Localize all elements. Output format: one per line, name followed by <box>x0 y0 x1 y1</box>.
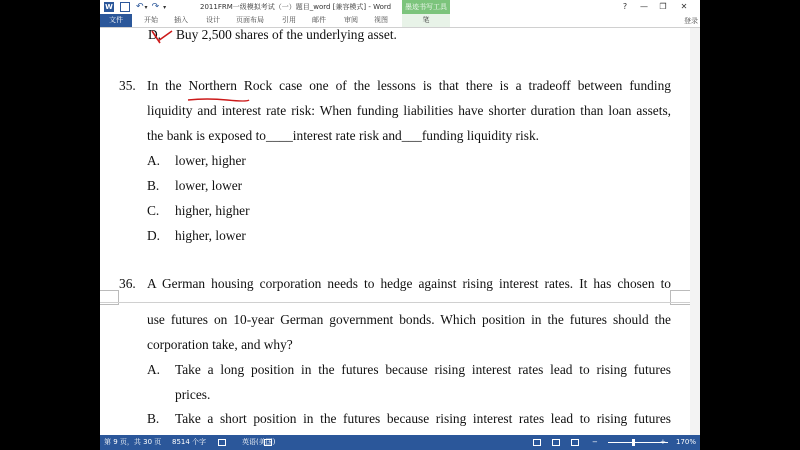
sign-in-link[interactable]: 登录 <box>684 17 698 25</box>
vertical-scrollbar[interactable] <box>690 28 700 435</box>
tab-mailings[interactable]: 邮件 <box>312 16 326 24</box>
tab-view[interactable]: 视图 <box>374 16 388 24</box>
option-36-a-line-1: Take a long position in the futures because rising interest rates lead to rising futures <box>175 362 671 377</box>
ink-checkmark-mark <box>150 29 180 45</box>
quick-access-toolbar <box>104 1 166 13</box>
prev-option-text: Buy 2,500 shares of the underlying asset. <box>176 27 397 42</box>
tab-review[interactable]: 审阅 <box>344 16 358 24</box>
ink-tools-group: 墨迹书写工具 <box>402 0 450 14</box>
option-36-a-line-2: prices. <box>175 387 211 402</box>
tab-home[interactable]: 开始 <box>144 16 158 24</box>
option-35-c-text: higher, higher <box>175 203 250 218</box>
question-36-line-1: A German housing corporation needs to hedge against rising interest rates. It has chosen to <box>147 276 671 291</box>
web-layout-icon[interactable] <box>571 439 579 446</box>
read-mode-icon[interactable] <box>533 439 541 446</box>
ribbon-tabs <box>100 14 700 28</box>
word-window <box>100 0 700 450</box>
zoom-slider-thumb[interactable] <box>632 439 635 446</box>
page-count[interactable]: 第 9 页，共 30 页 <box>104 438 162 446</box>
minimize-button[interactable]: — <box>640 2 648 11</box>
help-button[interactable]: ? <box>622 2 628 11</box>
save-icon[interactable] <box>120 2 130 12</box>
tab-references[interactable]: 引用 <box>282 16 296 24</box>
question-36-number: 36. <box>119 276 136 291</box>
option-35-d-letter: D. <box>147 228 161 243</box>
option-35-c-letter: C. <box>147 203 160 218</box>
proofing-icon[interactable] <box>218 439 226 446</box>
macro-record-icon[interactable] <box>264 439 272 446</box>
undo-icon[interactable]: ↶ <box>136 2 144 12</box>
zoom-level[interactable]: 170% <box>676 438 697 446</box>
page-break-line <box>100 302 700 303</box>
redo-icon[interactable]: ↷ <box>151 2 160 12</box>
question-35-line-2: liquidity and interest rate risk: When funding liabilities have shorter duration than loan assets, <box>147 103 671 118</box>
question-35-line-3: the bank is exposed to____interest rate risk and___funding liquidity risk. <box>147 128 539 143</box>
close-button[interactable]: ✕ <box>680 2 688 11</box>
tab-file[interactable]: 文件 <box>100 14 132 27</box>
question-35-number: 35. <box>119 78 136 93</box>
option-36-b-line-1: Take a short position in the futures because rising interest rates lead to rising futures <box>175 411 671 426</box>
question-35-line-1: In the Northern Rock case one of the lessons is that there is a tradeoff between funding <box>147 78 671 93</box>
word-logo-icon: W <box>105 3 113 11</box>
window-title: 2011FRM一级模拟考试（一）题目_word [兼容模式] - Word <box>200 3 392 11</box>
tab-pen[interactable]: 笔 <box>402 14 450 27</box>
tab-insert[interactable]: 插入 <box>174 16 188 24</box>
option-36-b-letter: B. <box>147 411 160 426</box>
question-36-line-3: corporation take, and why? <box>147 337 293 352</box>
zoom-slider[interactable] <box>608 442 668 443</box>
option-35-d-text: higher, lower <box>175 228 246 243</box>
restore-button[interactable]: ❐ <box>659 2 667 11</box>
option-35-b-text: lower, lower <box>175 178 243 193</box>
option-35-b-letter: B. <box>147 178 160 193</box>
title-bar <box>100 0 700 14</box>
tab-design[interactable]: 设计 <box>206 16 220 24</box>
document-page[interactable] <box>100 28 700 435</box>
option-36-a-letter: A. <box>147 362 161 377</box>
customize-toolbar-icon[interactable]: ▾ <box>163 3 167 11</box>
ink-underline-mark <box>187 97 251 103</box>
option-35-a-letter: A. <box>147 153 161 168</box>
print-layout-icon[interactable] <box>552 439 560 446</box>
question-36-line-2: use futures on 10-year German government bonds. Which position in the futures should the <box>147 312 671 327</box>
zoom-in-button[interactable]: + <box>660 438 666 446</box>
word-count[interactable]: 8514 个字 <box>172 438 207 446</box>
zoom-out-button[interactable]: − <box>592 438 598 446</box>
tab-page-layout[interactable]: 页面布局 <box>236 16 264 24</box>
language-indicator[interactable]: 英语(美国) <box>242 438 276 446</box>
status-bar <box>100 435 700 450</box>
prev-option-letter: D. <box>148 27 162 42</box>
option-35-a-text: lower, higher <box>175 153 246 168</box>
undo-dropdown-icon[interactable]: ▾ <box>144 3 148 11</box>
